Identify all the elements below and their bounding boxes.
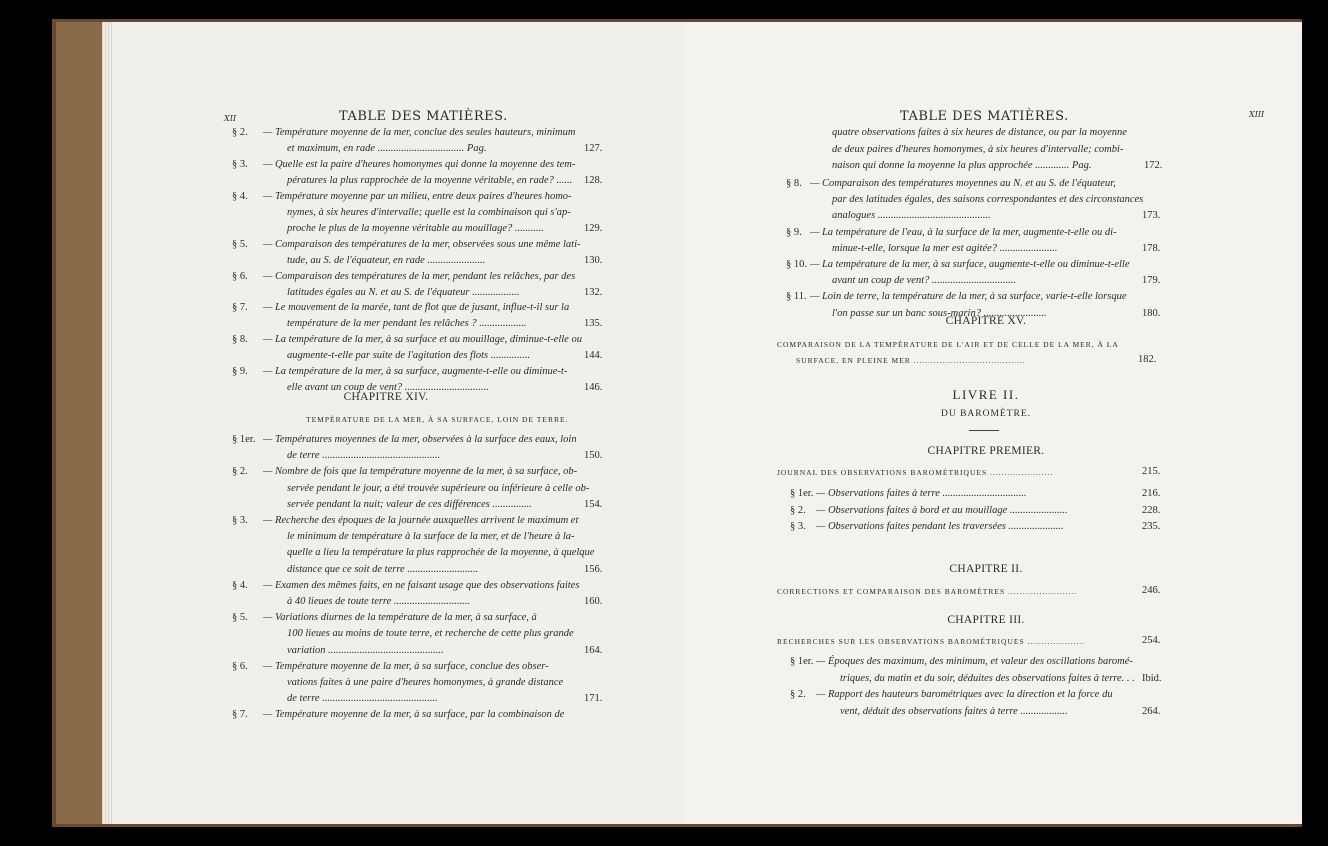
entry-text-line: l'on passe sur un banc sous-marin? ........................ — [832, 307, 1047, 319]
right-page — [686, 22, 1302, 824]
page-number: 216. — [1142, 488, 1161, 499]
entry-text-line: — Comparaison des températures de la mer, observées sous une même lati- — [263, 238, 581, 250]
page-number: 173. — [1142, 210, 1161, 222]
section-number: § 9. — [232, 366, 248, 378]
page-number: 235. — [1142, 521, 1161, 532]
entry-text-line: — Rapport des hauteurs barométriques avec la direction et la force du — [816, 689, 1113, 700]
page-stack-edge — [102, 22, 112, 824]
chapter-xv-title: CHAPITRE XV. — [945, 315, 1027, 327]
entry-text-line: le minimum de température à la surface de la mer, et de l'heure à la- — [287, 531, 575, 543]
entry-text-line: proche le plus de la moyenne véritable au mouillage? ........... — [287, 222, 544, 234]
section-number: § 9. — [786, 226, 802, 238]
page-number: 129. — [584, 222, 603, 234]
book-edge — [56, 22, 102, 824]
chapitre-ii-title: CHAPITRE II. — [949, 563, 1023, 575]
entry-text-line: — Comparaison des températures de la mer, pendant les relâches, par des — [263, 270, 576, 282]
entry-text-line: de deux paires d'heures homonymes, à six heures d'intervalle; combi- — [832, 143, 1124, 155]
page-number: 178. — [1142, 242, 1161, 254]
entry-text-line: par des latitudes égales, des saisons correspondantes et des circonstances — [832, 194, 1144, 206]
page-number: 130. — [584, 254, 603, 266]
entry-text-line: triques, du matin et du soir, déduites des observations faites à terre. . . — [840, 672, 1135, 684]
entry-text-line: elle avant un coup de vent? ................................ — [287, 382, 489, 394]
section-number: § 11. — [786, 291, 807, 303]
page-number: 171. — [584, 693, 603, 705]
entry-text-line: vations faites à une paire d'heures homonymes, à grande distance — [287, 677, 564, 688]
page-number: 146. — [584, 382, 603, 394]
entry-text-line: — La température de la mer, à sa surface, augmente-t-elle ou diminue-t-elle — [810, 259, 1130, 270]
entry-text-line: — La température de la mer, à sa surface, augmente-t-elle ou diminue-t- — [263, 366, 568, 378]
entry-text-line: — Variations diurnes de la température de la mer, à sa surface, à — [263, 612, 537, 624]
chapter-xiv-subtitle: TEMPÉRATURE DE LA MER, À SA SURFACE, LOIN DE TERRE. — [306, 415, 569, 424]
entry-text-line: augmente-t-elle par suite de l'agitation des flots ............... — [287, 350, 531, 362]
entry-text-line: — Températures moyennes de la mer, observées à la surface des eaux, loin — [263, 434, 577, 445]
section-number: § 1er. — [790, 488, 814, 499]
entry-text-line: servée pendant la nuit; valeur de ces différences ............... — [287, 498, 532, 510]
entry-text-line: — Examen des mêmes faits, en ne faisant usage que des observations faites — [263, 579, 580, 591]
entry-text-line: — Observations faites à terre ................................ — [816, 488, 1027, 499]
page-number: 135. — [584, 318, 603, 330]
recherches-entry: RECHERCHES SUR LES OBSERVATIONS BAROMÉTRIQUES .................... — [777, 637, 1085, 646]
entry-text-line: latitudes égales au N. et au S. de l'équateur .................. — [287, 286, 520, 298]
left-page — [56, 22, 687, 824]
page-number: 144. — [584, 350, 603, 362]
section-number: § 5. — [232, 238, 248, 250]
entry-text-line: naison qui donne la moyenne la plus approchée ............. Pag. — [832, 160, 1092, 171]
entry-text-line: minue-t-elle, lorsque la mer est agitée? ...................... — [832, 242, 1058, 254]
page-number: 156. — [584, 563, 603, 575]
entry-text-line: — Température moyenne par un milieu, entre deux paires d'heures homo- — [263, 190, 572, 202]
page-number: 264. — [1142, 705, 1161, 717]
entry-text-line: température de la mer pendant les relâches ? .................. — [287, 318, 527, 330]
page-number: 160. — [584, 596, 603, 607]
section-number: § 3. — [232, 158, 248, 170]
entry-text-line: — Le mouvement de la marée, tant de flot que de jusant, influe-t-il sur la — [263, 302, 570, 314]
chapter-xv-page: 182. — [1138, 354, 1157, 365]
section-number: § 8. — [786, 178, 802, 189]
section-number: § 4. — [232, 579, 248, 591]
section-number: § 5. — [232, 612, 248, 624]
entry-text-line: avant un coup de vent? ................................ — [832, 275, 1017, 287]
entry-text-line: distance que ce soit de terre ........................... — [287, 563, 479, 575]
page-number: 172. — [1144, 160, 1163, 171]
entry-text-line: — La température de la mer, à sa surface et au mouillage, diminue-t-elle ou — [263, 334, 582, 346]
section-number: § 3. — [790, 521, 806, 532]
livre-subtitle: DU BAROMÈTRE. — [940, 409, 1032, 419]
right-folio: XIII — [1249, 110, 1265, 119]
section-number: § 2. — [232, 127, 248, 138]
entry-text-line: — Quelle est la paire d'heures homonymes qui donne la moyenne des tem- — [263, 158, 576, 170]
entry-text-line: — Nombre de fois que la température moyenne de la mer, à sa surface, ob- — [263, 466, 578, 478]
section-number: § 6. — [232, 660, 248, 672]
corrections-entry: CORRECTIONS ET COMPARAISON DES BAROMÈTRES ........................ — [777, 587, 1077, 596]
page-number: 179. — [1142, 275, 1161, 287]
page-number: 180. — [1142, 307, 1161, 319]
entry-text-line: — Température moyenne de la mer, à sa surface, conclue des obser- — [263, 660, 549, 672]
recherches-page: 254. — [1142, 635, 1161, 646]
entry-text-line: — Époques des maximum, des minimum, et valeur des oscillations baromé- — [816, 656, 1133, 667]
entry-text-line: — Loin de terre, la température de la mer, à sa surface, varie-t-elle lorsque — [810, 291, 1127, 303]
page-number: 128. — [584, 174, 603, 186]
journal-page: 215. — [1142, 466, 1161, 477]
chapter-xv-line-1: COMPARAISON DE LA TEMPÉRATURE DE L'AIR ET DE CELLE DE LA MER, À LA — [777, 340, 1119, 349]
entry-text-line: variation ............................................ — [287, 644, 444, 656]
entry-text-line: analogues ........................................... — [832, 210, 991, 222]
page-number: 132. — [584, 286, 603, 298]
section-number: § 1er. — [232, 434, 256, 445]
section-number: § 7. — [232, 709, 248, 721]
left-folio: XII — [224, 114, 237, 123]
page-number: 150. — [584, 450, 603, 462]
entry-text-line: de terre ............................................. — [287, 450, 441, 462]
section-number: § 10. — [786, 259, 807, 270]
section-number: § 2. — [232, 466, 248, 478]
entry-text-line: et maximum, en rade ................................. Pag. — [287, 142, 487, 154]
entry-text-line: — Température moyenne de la mer, à sa surface, par la combinaison de — [263, 709, 565, 721]
entry-text-line: — Recherche des époques de la journée auxquelles arrivent le maximum et — [263, 515, 579, 526]
entry-text-line: quatre observations faites à six heures de distance, ou par la moyenne — [832, 127, 1127, 138]
section-number: § 6. — [232, 270, 248, 282]
divider — [969, 430, 999, 431]
entry-text-line: — Observations faites à bord et au mouillage ...................... — [816, 504, 1068, 516]
section-number: § 7. — [232, 302, 248, 314]
section-number: § 2. — [790, 504, 806, 516]
chapitre-iii-title: CHAPITRE III. — [947, 614, 1025, 626]
page-number: Ibid. — [1142, 672, 1162, 684]
section-number: § 2. — [790, 689, 806, 700]
corrections-page: 246. — [1142, 585, 1161, 596]
entry-text-line: à 40 lieues de toute terre ............................. — [287, 596, 471, 607]
entry-text-line: de terre ............................................ — [287, 693, 438, 705]
page-number: 228. — [1142, 504, 1161, 516]
entry-text-line: 100 lieues au moins de toute terre, et recherche de cette plus grande — [287, 628, 574, 640]
page-number: 154. — [584, 498, 603, 510]
entry-text-line: vent, déduit des observations faites à terre .................. — [840, 705, 1068, 717]
entry-text-line: nymes, à six heures d'intervalle; quelle est la combinaison qui s'ap- — [287, 206, 571, 218]
page-number: 164. — [584, 644, 603, 656]
right-running-head: TABLE DES MATIÈRES. — [900, 109, 1069, 124]
section-number: § 1er. — [790, 656, 814, 667]
entry-text-line: — La température de l'eau, à la surface de la mer, augmente-t-elle ou di- — [810, 226, 1117, 238]
livre-title: LIVRE II. — [952, 387, 1020, 402]
chapitre-premier-title: CHAPITRE PREMIER. — [927, 445, 1045, 457]
page-number: 127. — [584, 142, 603, 154]
entry-text-line: tude, au S. de l'équateur, en rade ...................... — [287, 254, 486, 266]
entry-text-line: — Observations faites pendant les traversées ..................... — [816, 521, 1064, 532]
entry-text-line: — Température moyenne de la mer, conclue des seules hauteurs, minimum — [263, 127, 576, 138]
left-running-head: TABLE DES MATIÈRES. — [339, 109, 508, 124]
entry-text-line: servée pendant le jour, a été trouvée supérieure ou inférieure à celle ob- — [287, 482, 590, 494]
entry-text-line: quelle a lieu la température la plus rapprochée de la moyenne, à quelque — [287, 547, 595, 559]
section-number: § 3. — [232, 515, 248, 526]
section-number: § 8. — [232, 334, 248, 346]
journal-entry: JOURNAL DES OBSERVATIONS BAROMÉTRIQUES ...................... — [777, 468, 1054, 477]
chapter-xiv-title: CHAPITRE XIV. — [343, 391, 429, 403]
section-number: § 4. — [232, 190, 248, 202]
entry-text-line: — Comparaison des températures moyennes au N. et au S. de l'équateur, — [810, 178, 1116, 189]
chapter-xv-line-2: SURFACE, EN PLEINE MER ....................................... — [796, 356, 1026, 365]
entry-text-line: pératures la plus rapprochée de la moyenne véritable, en rade? ...... — [287, 174, 573, 186]
